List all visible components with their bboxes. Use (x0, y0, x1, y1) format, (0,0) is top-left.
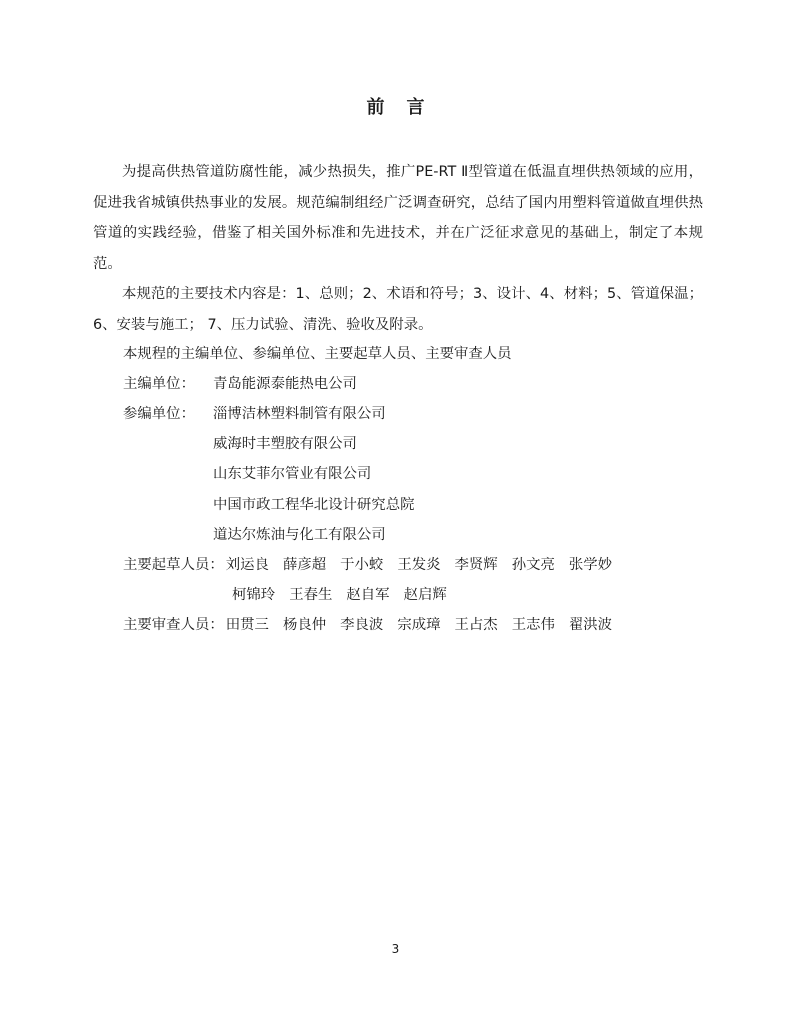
content-paragraph: 本规范的主要技术内容是：1、总则；2、术语和符号；3、设计、4、材料；5、管道保温；6、安装与施工； 7、压力试验、清洗、验收及附录。 (93, 286, 703, 333)
drafters-row-2 (232, 585, 791, 605)
drafter-name: 刘运良 (225, 557, 269, 573)
drafters-label: 主要起草人员： (123, 557, 224, 573)
participating-unit-5: 道达尔炼油与化工有限公司 (213, 527, 386, 543)
units-intro: 本规程的主编单位、参编单位、主要起草人员、主要审查人员 (123, 346, 512, 362)
drafter-name: 柯锦玲 (232, 587, 276, 603)
reviewer-name: 王占杰 (454, 617, 498, 633)
drafter-name: 李贤辉 (454, 557, 498, 573)
participating-unit-1: 淄博洁林塑料制管有限公司 (213, 406, 386, 422)
page-title (0, 93, 791, 119)
reviewer-name: 李良波 (340, 617, 384, 633)
participating-unit-4: 中国市政工程华北设计研究总院 (213, 497, 415, 513)
drafter-name: 赵启辉 (403, 587, 447, 603)
participating-unit-2: 威海时丰塑胶有限公司 (213, 436, 357, 452)
reviewer-name: 王志伟 (511, 617, 555, 633)
reviewers-row (123, 615, 791, 635)
participating-unit-label: 参编单位： (123, 406, 195, 422)
drafters-row-1 (123, 555, 791, 575)
drafter-name: 薛彦超 (282, 557, 327, 573)
reviewer-name: 宗成璋 (397, 617, 441, 633)
chief-unit-row (123, 374, 791, 394)
drafter-name: 孙文亮 (511, 557, 555, 573)
page-number: 3 (391, 942, 400, 956)
drafter-name: 王春生 (289, 587, 333, 603)
reviewer-name: 杨良仲 (282, 617, 327, 633)
chief-unit-label: 主编单位： (123, 376, 195, 392)
drafter-name: 赵自军 (346, 587, 390, 603)
reviewer-name: 田贯三 (225, 617, 269, 633)
drafter-name: 王发炎 (397, 557, 441, 573)
drafter-name: 张学妙 (568, 557, 613, 573)
chief-unit-value: 青岛能源泰能热电公司 (213, 376, 357, 392)
participating-unit-3: 山东艾菲尔管业有限公司 (213, 466, 372, 482)
drafter-name: 于小蛟 (340, 557, 384, 573)
title-char-2: 言 (406, 97, 425, 118)
title-char-1: 前 (366, 97, 385, 118)
reviewer-name: 翟洪波 (568, 617, 613, 633)
participating-unit-row (123, 404, 791, 424)
intro-paragraph: 为提高供热管道防腐性能，减少热损失，推广PE-RT Ⅱ型管道在低温直埋供热领域的应用，促进我省城镇供热事业的发展。规范编制组经广泛调查研究，总结了国内用塑料管道做直埋供热管道的实践经验，借鉴了相关国外标准和先进技术，并在广泛征求意见的基础上，制定了本规范。 (93, 164, 703, 272)
reviewers-label: 主要审查人员： (123, 617, 224, 633)
